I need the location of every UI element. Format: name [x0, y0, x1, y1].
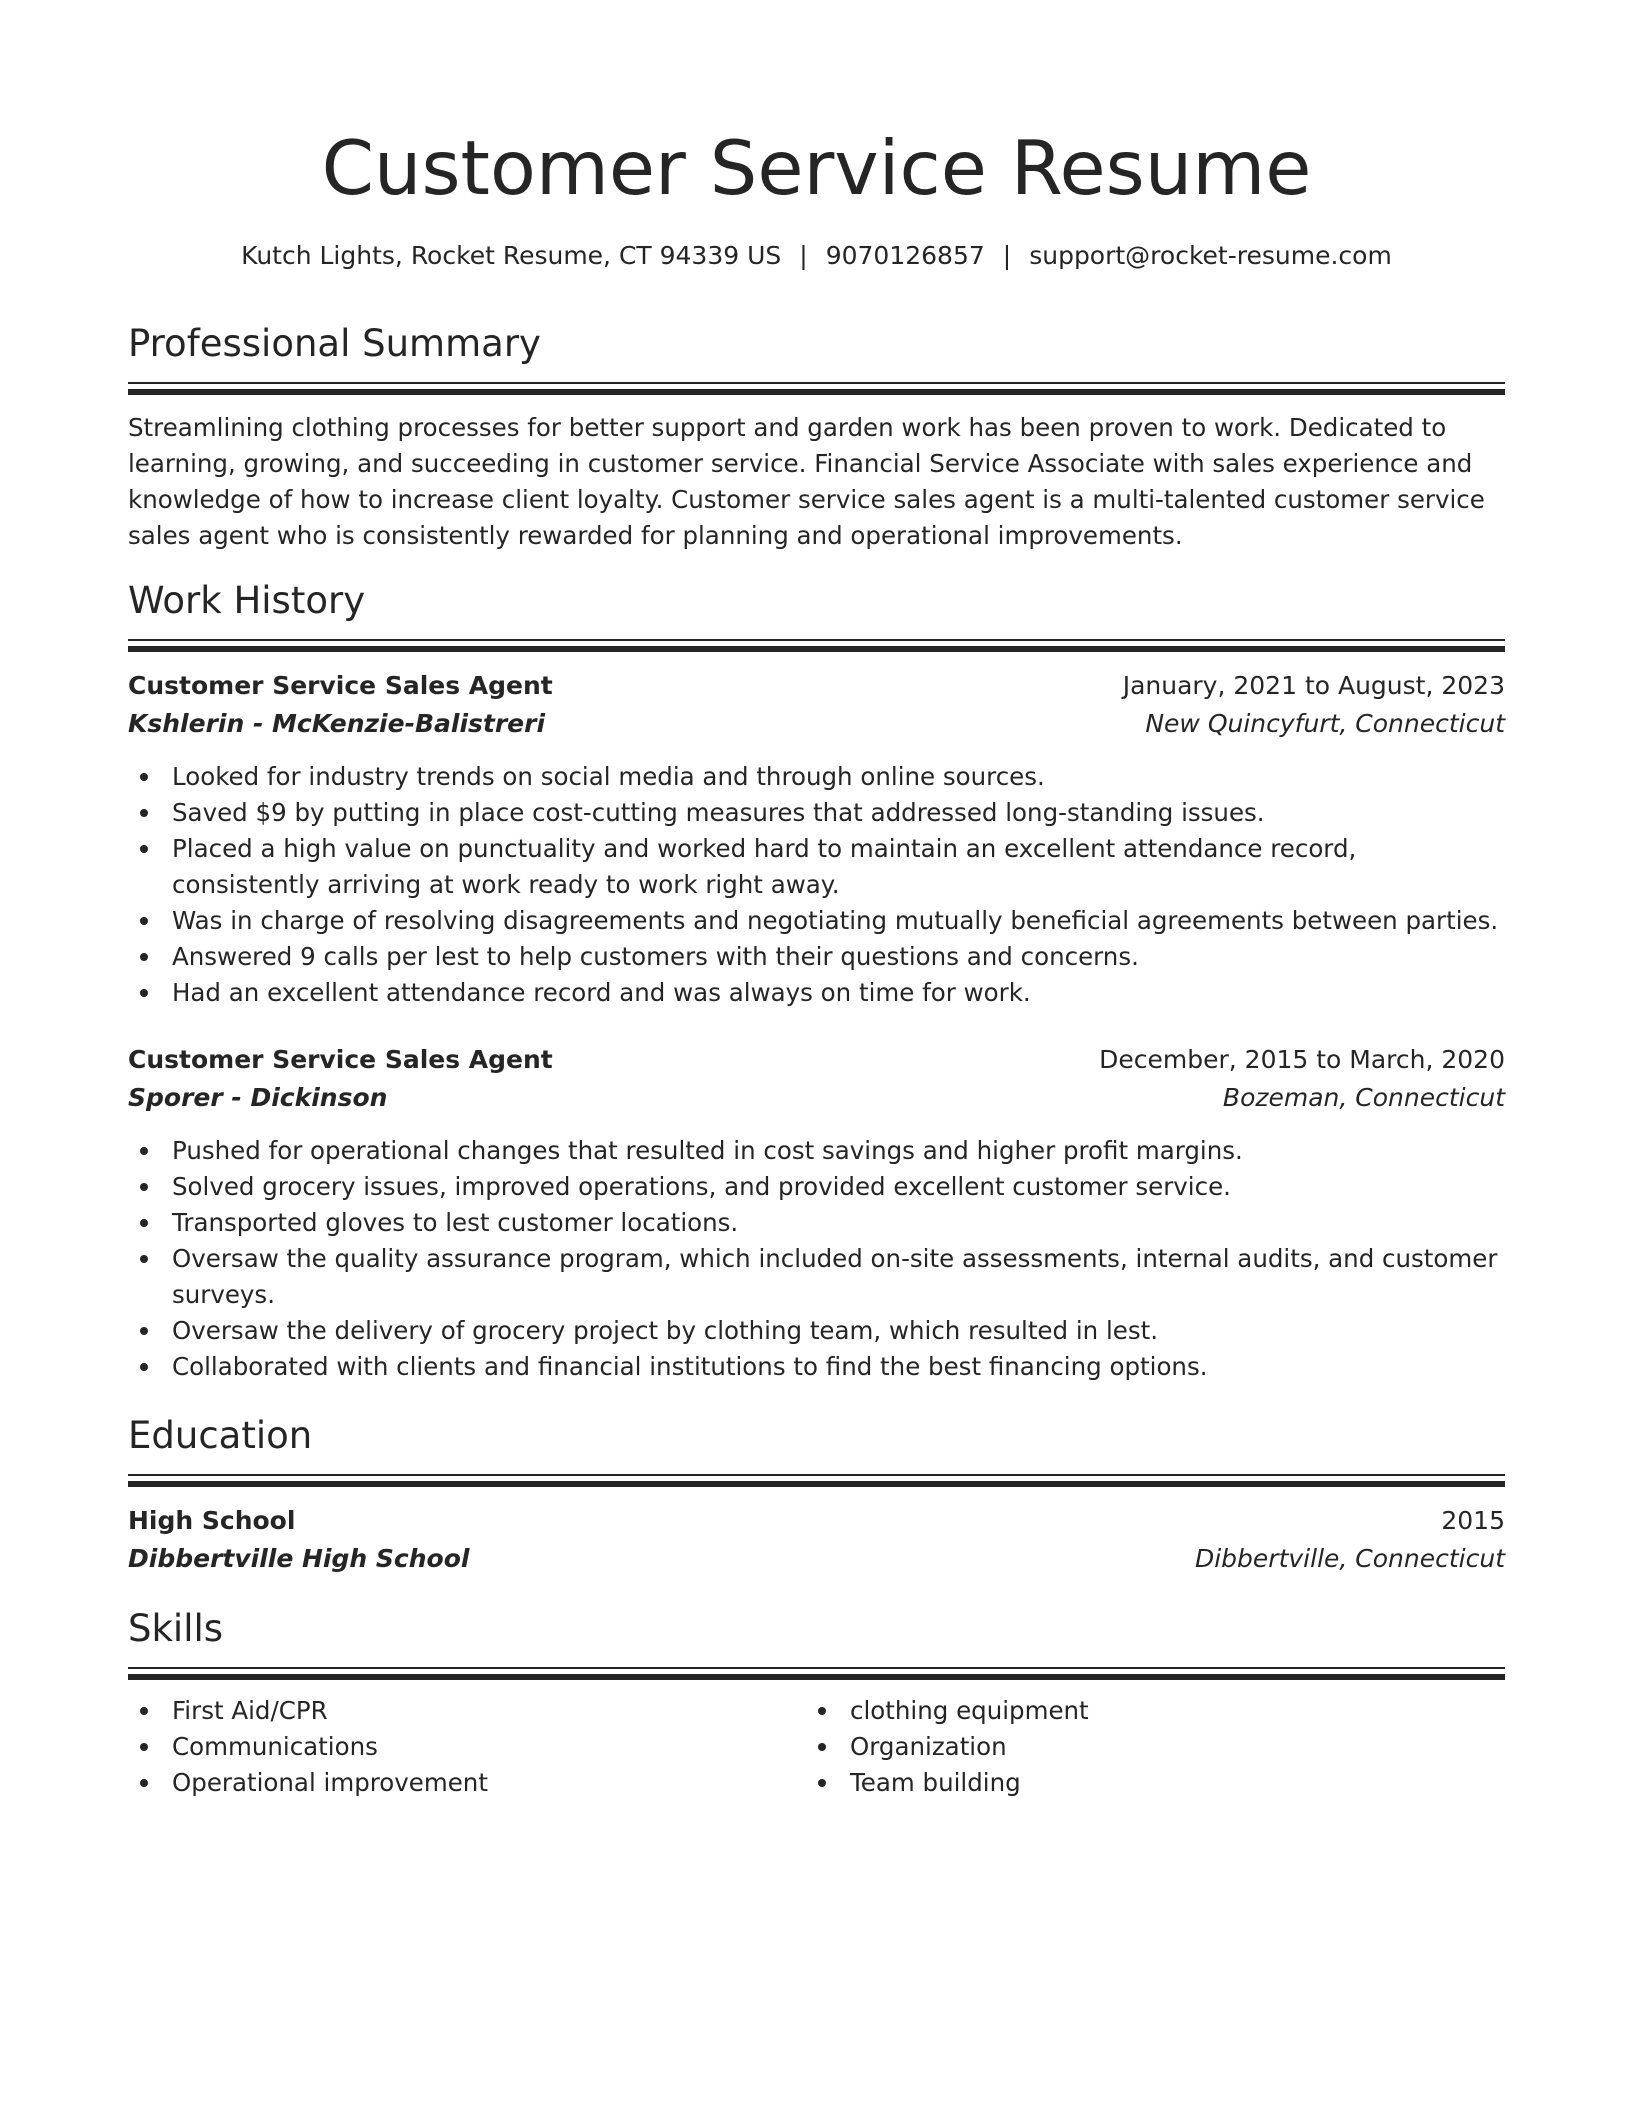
section-heading: Professional Summary: [128, 322, 541, 365]
list-item: Oversaw the delivery of grocery project by clothing team, which resulted in lest.: [128, 1313, 1505, 1349]
job-entry: [128, 1041, 1505, 1385]
section-divider: [128, 1474, 1505, 1488]
list-item: Placed a high value on punctuality and worked hard to maintain an excellent attendance record, consistently arriving at work ready to work right away.: [128, 831, 1505, 903]
job-entry: [128, 667, 1505, 1011]
job-header-row: [128, 667, 1505, 705]
education-school: Dibbertville High School: [128, 1544, 470, 1573]
bullet-icon: [140, 845, 148, 853]
contact-address: Kutch Lights, Rocket Resume, CT 94339 US: [241, 241, 782, 270]
skills-column-left: [128, 1693, 798, 1801]
list-item: Solved grocery issues, improved operations, and provided excellent customer service.: [128, 1169, 1505, 1205]
job-dates: December, 2015 to March, 2020: [1099, 1045, 1505, 1074]
education-entry: [128, 1502, 1505, 1578]
education-degree: High School: [128, 1506, 296, 1535]
section-divider: [128, 1667, 1505, 1681]
contact-email: support@rocket-resume.com: [1029, 241, 1392, 270]
list-item: clothing equipment: [806, 1693, 1476, 1729]
list-item: Operational improvement: [128, 1765, 798, 1801]
list-item: Team building: [806, 1765, 1476, 1801]
job-bullets: [128, 759, 1505, 1011]
contact-phone: 9070126857: [825, 241, 985, 270]
contact-separator: |: [799, 241, 808, 270]
bullet-icon: [140, 1327, 148, 1335]
bullet-icon: [140, 1743, 148, 1751]
education-school-row: [128, 1540, 1505, 1578]
bullet-icon: [818, 1707, 826, 1715]
bullet-icon: [818, 1779, 826, 1787]
job-location: New Quincyfurt, Connecticut: [1145, 709, 1505, 738]
bullet-icon: [140, 989, 148, 997]
job-location: Bozeman, Connecticut: [1222, 1083, 1505, 1112]
education-section: [128, 1410, 1505, 1578]
list-item: Saved $9 by putting in place cost-cutting measures that addressed long-standing issues.: [128, 795, 1505, 831]
list-item: Had an excellent attendance record and was always on time for work.: [128, 975, 1505, 1011]
job-header-row: [128, 1041, 1505, 1079]
resume-title: Customer Service Resume: [321, 124, 1312, 212]
list-item: Answered 9 calls per lest to help customers with their questions and concerns.: [128, 939, 1505, 975]
list-item: Collaborated with clients and financial institutions to find the best financing options.: [128, 1349, 1505, 1385]
section-divider: [128, 639, 1505, 653]
bullet-icon: [140, 1147, 148, 1155]
job-company-row: [128, 1079, 1505, 1117]
section-heading: Work History: [128, 579, 366, 622]
summary-text: Streamlining clothing processes for better support and garden work has been proven to work. Dedicated to learning, growing, and succeeding in customer service. Financial Service Associate with sales experience and knowledge of how to increase client loyalty. Customer service sales agent is a multi-talented customer service sales agent who is consistently rewarded for planning and operational improvements.: [128, 413, 1485, 550]
list-item: Oversaw the quality assurance program, which included on-site assessments, internal audits, and customer surveys.: [128, 1241, 1505, 1313]
contact-separator: |: [1002, 241, 1012, 270]
bullet-icon: [140, 809, 148, 817]
list-item: Pushed for operational changes that resulted in cost savings and higher profit margins.: [128, 1133, 1505, 1169]
job-company: Sporer - Dickinson: [128, 1083, 388, 1112]
list-item: Looked for industry trends on social media and through online sources.: [128, 759, 1505, 795]
section-divider: [128, 382, 1505, 396]
job-company: Kshlerin - McKenzie-Balistreri: [128, 709, 546, 738]
list-item: Was in charge of resolving disagreements and negotiating mutually beneficial agreements between parties.: [128, 903, 1505, 939]
bullet-icon: [140, 1219, 148, 1227]
list-item: Communications: [128, 1729, 798, 1765]
bullet-icon: [140, 953, 148, 961]
section-heading: Education: [128, 1414, 313, 1457]
job-dates: January, 2021 to August, 2023: [1122, 671, 1505, 700]
work-history-section: [128, 575, 1505, 1385]
education-year: 2015: [1441, 1506, 1505, 1535]
list-item: Transported gloves to lest customer locations.: [128, 1205, 1505, 1241]
bullet-icon: [140, 1183, 148, 1191]
list-item: First Aid/CPR: [128, 1693, 798, 1729]
bullet-icon: [140, 1779, 148, 1787]
education-location: Dibbertville, Connecticut: [1194, 1544, 1505, 1573]
bullet-icon: [140, 773, 148, 781]
contact-line: [128, 238, 1505, 274]
job-bullets: [128, 1133, 1505, 1385]
job-title: Customer Service Sales Agent: [128, 671, 553, 700]
skills-column-right: [806, 1693, 1476, 1801]
bullet-icon: [140, 1707, 148, 1715]
bullet-icon: [140, 1363, 148, 1371]
summary-section: [128, 318, 1505, 554]
section-heading: Skills: [128, 1607, 224, 1650]
education-header-row: [128, 1502, 1505, 1540]
bullet-icon: [818, 1743, 826, 1751]
list-item: Organization: [806, 1729, 1476, 1765]
job-title: Customer Service Sales Agent: [128, 1045, 553, 1074]
bullet-icon: [140, 1255, 148, 1263]
bullet-icon: [140, 917, 148, 925]
job-company-row: [128, 705, 1505, 743]
skills-section: [128, 1603, 1505, 1797]
